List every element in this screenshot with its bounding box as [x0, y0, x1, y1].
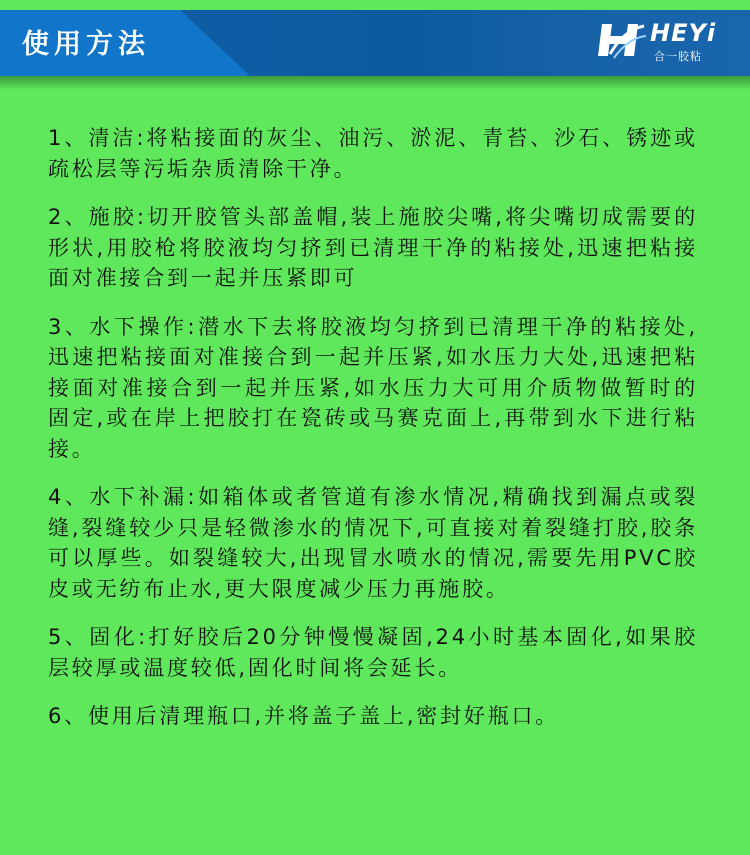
instruction-step-2: 2、施胶:切开胶管头部盖帽,装上施胶尖嘴,将尖嘴切成需要的形状,用胶枪将胶液均匀挤到已清理干净的粘接处,迅速把粘接面对准接合到一起并压紧即可 [48, 205, 698, 290]
instructions-list [48, 123, 698, 750]
page-title: 使用方法 [22, 29, 150, 60]
logo-brand-text: HEYi [650, 19, 717, 47]
instruction-step-3: 3、水下操作:潜水下去将胶液均匀挤到已清理干净的粘接处,迅速把粘接面对准接合到一起并压紧,如水压力大处,迅速把粘接面对准接合到一起并压紧,如水压力大可用介质物做暂时的固定,或在岸上把胶打在瓷砖或马赛克面上,再带到水下进行粘接。 [48, 314, 698, 461]
instruction-step-1: 1、清洁:将粘接面的灰尘、油污、淤泥、青苔、沙石、锈迹或疏松层等污垢杂质清除干净。 [48, 126, 698, 181]
instruction-step-6: 6、使用后清理瓶口,并将盖子盖上,密封好瓶口。 [48, 704, 560, 728]
instruction-step-4: 4、水下补漏:如箱体或者管道有渗水情况,精确找到漏点或裂缝,裂缝较少只是轻微渗水的情况下,可直接对着裂缝打胶,胶条可以厚些。如裂缝较大,出现冒水喷水的情况,需要先用PVC胶皮或无纺布止水,更大限度减少压力再施胶。 [48, 485, 698, 601]
brand-logo [598, 18, 748, 64]
logo-mark-icon [598, 20, 646, 60]
header-shadow [0, 76, 750, 90]
header [0, 0, 750, 90]
instruction-step-5: 5、固化:打好胶后20分钟慢慢凝固,24小时基本固化,如果胶层较厚或温度较低,固化时间将会延长。 [48, 625, 698, 680]
logo-sub-text: 合一胶粘 [654, 50, 702, 63]
